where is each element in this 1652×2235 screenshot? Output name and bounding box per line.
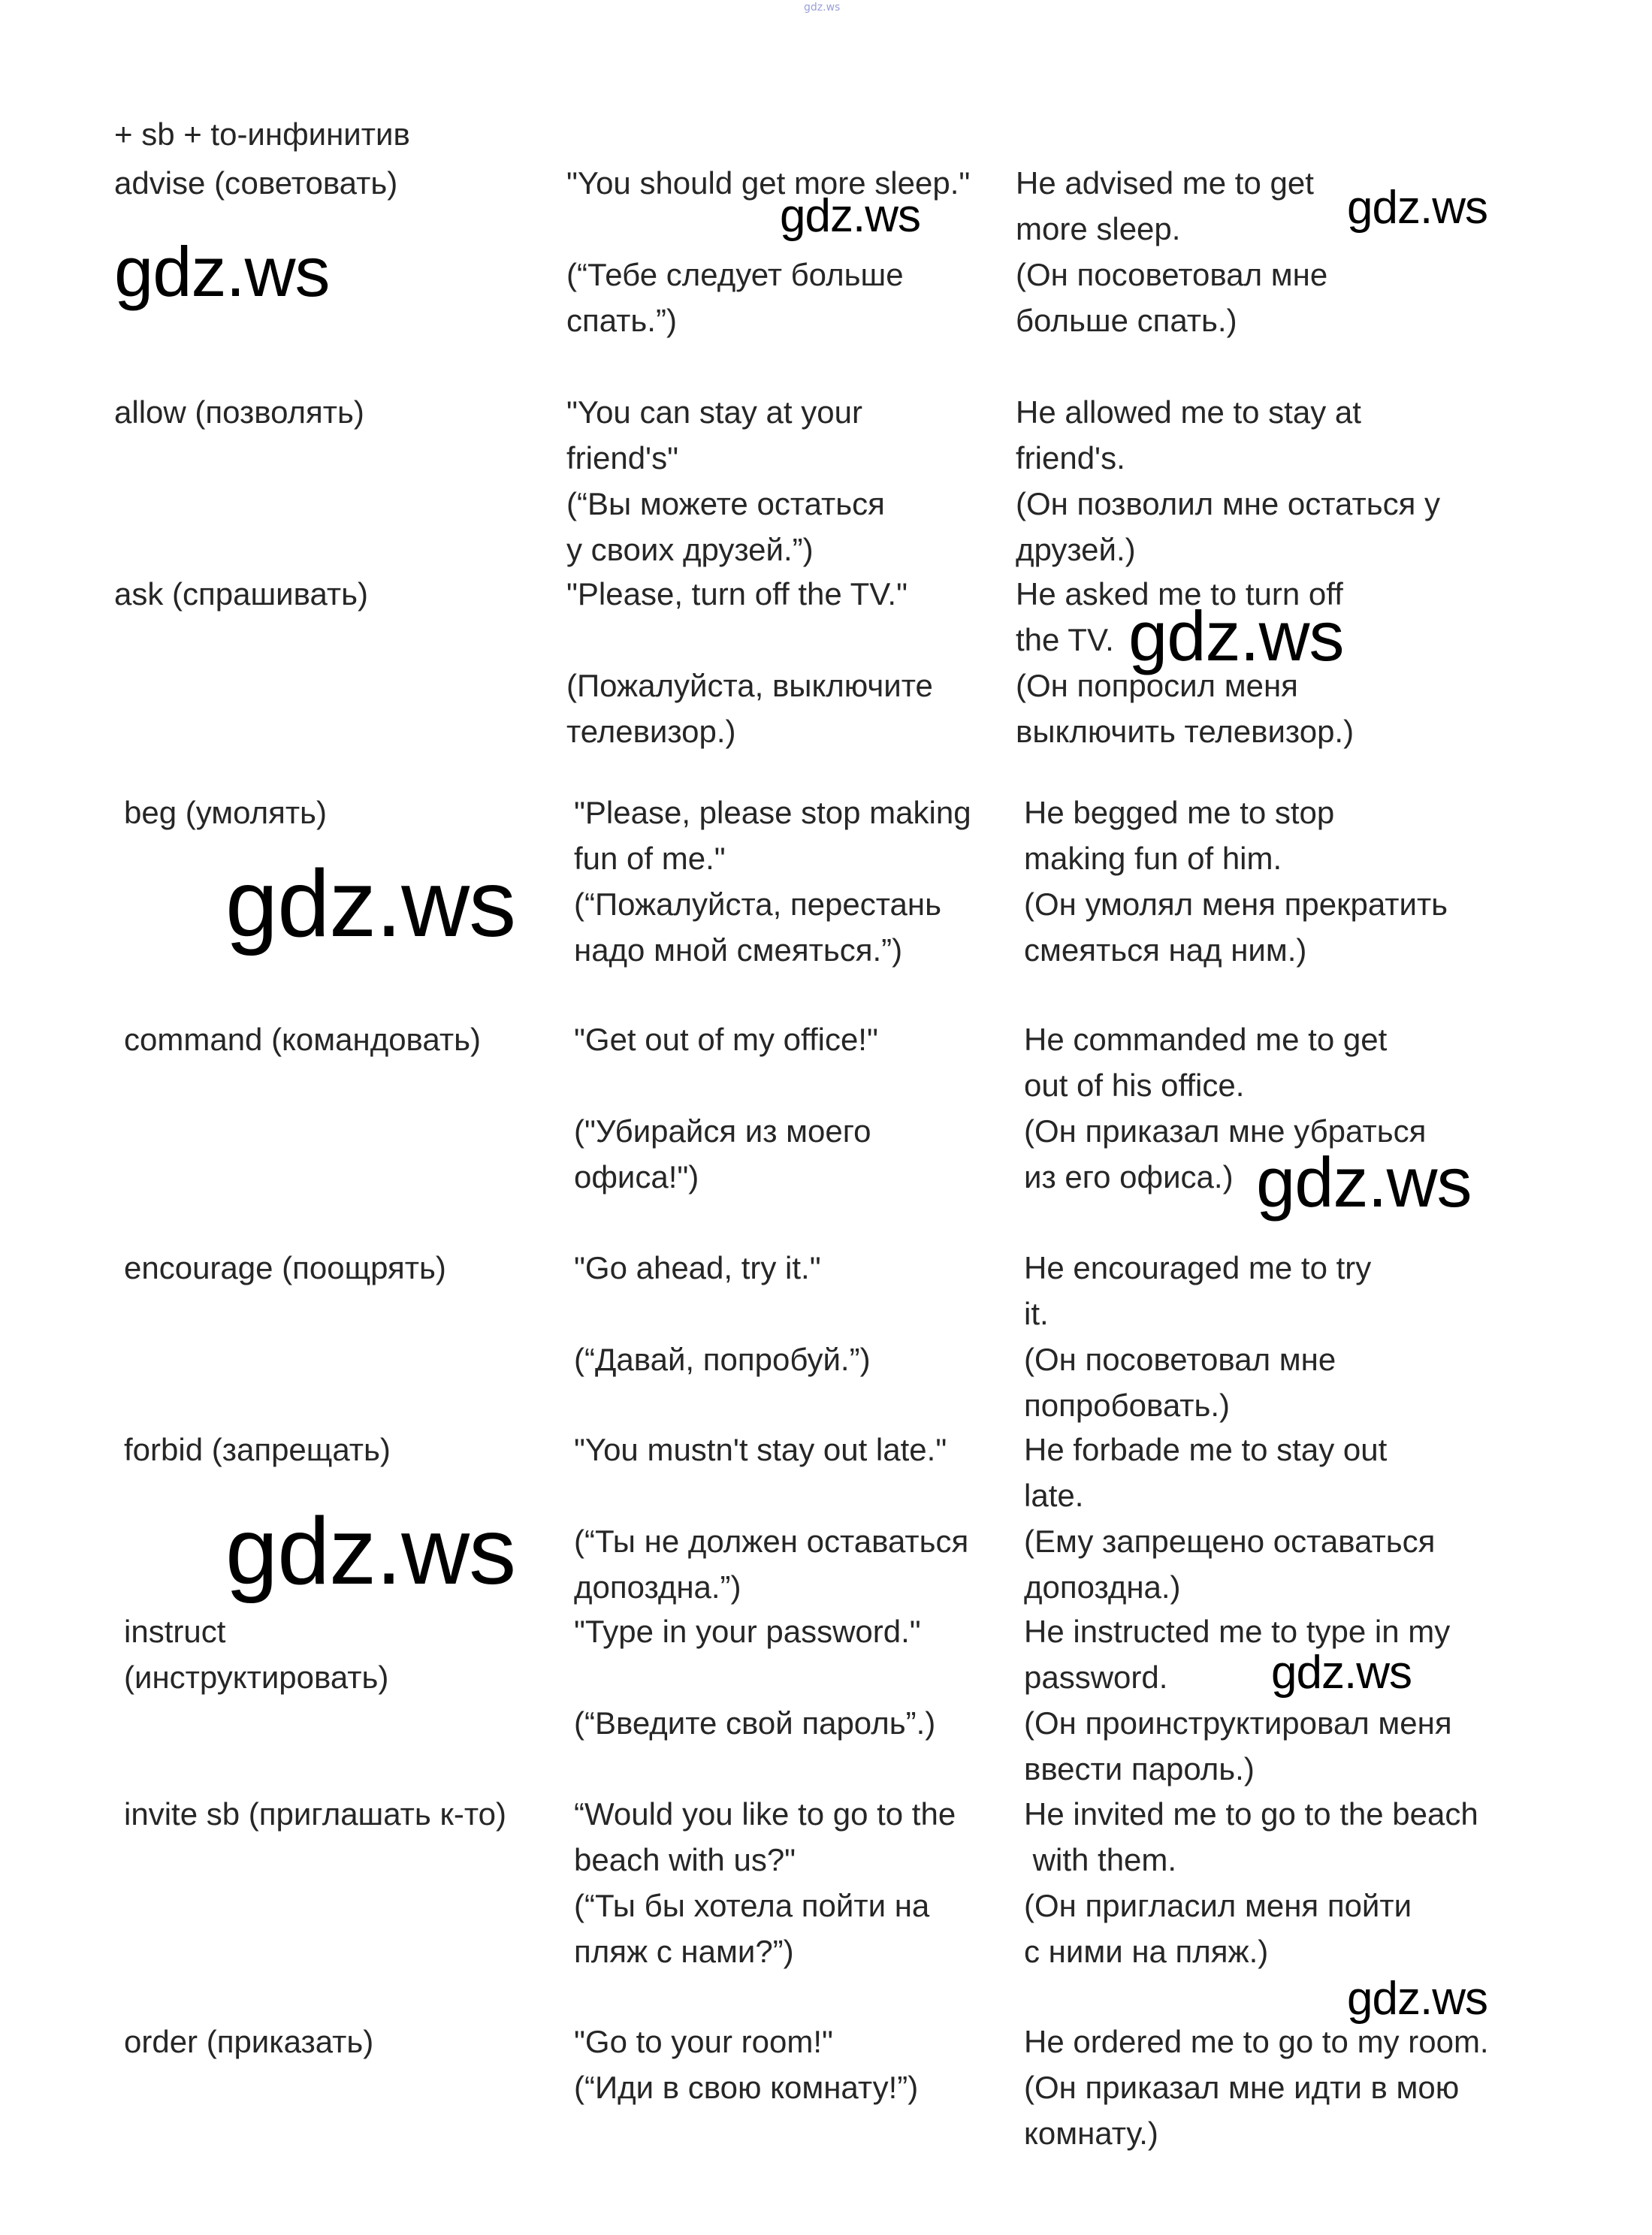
direct-speech-cell bbox=[566, 160, 970, 343]
reported-speech-line: out of his office. bbox=[1024, 1068, 1245, 1103]
direct-speech-line: "Go ahead, try it." bbox=[574, 1250, 821, 1285]
direct-speech-line: (“Ты не должен оставаться bbox=[574, 1524, 969, 1559]
reported-speech-line: допоздна.) bbox=[1024, 1569, 1181, 1605]
direct-speech-line: beach with us?" bbox=[574, 1842, 796, 1877]
reported-speech-cell bbox=[1016, 160, 1327, 343]
reported-speech-line: with them. bbox=[1024, 1842, 1177, 1877]
reported-speech-line: friend's. bbox=[1016, 440, 1125, 476]
watermark: gdz.ws bbox=[114, 232, 330, 311]
verb-line: instruct bbox=[124, 1614, 226, 1649]
verb-cell bbox=[114, 160, 397, 206]
reported-speech-line: it. bbox=[1024, 1296, 1049, 1331]
reported-speech-line: He invited me to go to the beach bbox=[1024, 1796, 1478, 1832]
watermark: gdz.ws bbox=[1271, 1647, 1412, 1699]
top-watermark: gdz.ws bbox=[804, 2, 841, 14]
watermark: gdz.ws bbox=[1128, 597, 1344, 675]
direct-speech-line: ("Убирайся из моего bbox=[574, 1113, 871, 1149]
reported-speech-line: смеяться над ним.) bbox=[1024, 932, 1307, 968]
verb-line: beg (умолять) bbox=[124, 795, 327, 830]
verb-cell bbox=[124, 1608, 388, 1700]
reported-speech-line: He begged me to stop bbox=[1024, 795, 1335, 830]
reported-speech-line: (Он приказал мне убраться bbox=[1024, 1113, 1427, 1149]
reported-speech-cell bbox=[1024, 2019, 1489, 2156]
reported-speech-cell bbox=[1024, 1245, 1371, 1428]
reported-speech-line: больше спать.) bbox=[1016, 303, 1237, 338]
reported-speech-cell bbox=[1024, 1427, 1435, 1610]
direct-speech-cell bbox=[574, 1016, 878, 1200]
direct-speech-line: "You can stay at your bbox=[566, 394, 862, 430]
direct-speech-line: friend's" bbox=[566, 440, 678, 476]
reported-speech-cell bbox=[1024, 1608, 1452, 1792]
direct-speech-line: "You mustn't stay out late." bbox=[574, 1432, 947, 1467]
verb-line: advise (советовать) bbox=[114, 165, 398, 201]
reported-speech-line: выключить телевизор.) bbox=[1016, 714, 1355, 749]
reported-speech-cell bbox=[1024, 790, 1448, 973]
watermark: gdz.ws bbox=[225, 850, 516, 956]
verb-cell bbox=[124, 1245, 446, 1291]
verb-line: forbid (запрещать) bbox=[124, 1432, 391, 1467]
direct-speech-line: (“Ты бы хотела пойти на bbox=[574, 1888, 930, 1923]
reported-speech-line: He encouraged me to try bbox=[1024, 1250, 1372, 1285]
direct-speech-line: телевизор.) bbox=[566, 714, 736, 749]
direct-speech-line: (“Тебе следует больше bbox=[566, 257, 904, 292]
reported-speech-line: He forbade me to stay out bbox=[1024, 1432, 1388, 1467]
reported-speech-line: (Ему запрещено оставаться bbox=[1024, 1524, 1436, 1559]
verb-line: ask (спрашивать) bbox=[114, 576, 369, 612]
direct-speech-line: допоздна.”) bbox=[574, 1569, 741, 1605]
direct-speech-line: "Please, turn off the TV." bbox=[566, 576, 908, 612]
reported-speech-line: He asked me to turn off bbox=[1016, 576, 1343, 612]
direct-speech-cell bbox=[574, 1245, 871, 1382]
verb-line: order (приказать) bbox=[124, 2024, 374, 2059]
direct-speech-line: спать.”) bbox=[566, 303, 677, 338]
direct-speech-line: (“Давай, попробуй.”) bbox=[574, 1342, 871, 1377]
reported-speech-line: (Он проинструктировал меня bbox=[1024, 1705, 1452, 1741]
watermark: gdz.ws bbox=[225, 1498, 516, 1604]
direct-speech-line: "Type in your password." bbox=[574, 1614, 921, 1649]
verb-cell bbox=[124, 790, 327, 835]
reported-speech-line: (Он попросил меня bbox=[1016, 668, 1298, 703]
verb-line: encourage (поощрять) bbox=[124, 1250, 446, 1285]
direct-speech-line: надо мной смеяться.”) bbox=[574, 932, 903, 968]
direct-speech-cell bbox=[574, 790, 971, 973]
reported-speech-line: друзей.) bbox=[1016, 532, 1136, 567]
verb-cell bbox=[124, 1791, 506, 1837]
reported-speech-line: (Он умолял меня прекратить bbox=[1024, 886, 1448, 922]
verb-cell bbox=[114, 571, 368, 617]
reported-speech-cell bbox=[1024, 1791, 1478, 1974]
direct-speech-line: у своих друзей.”) bbox=[566, 532, 814, 567]
reported-speech-line: (Он позволил мне остаться у bbox=[1016, 486, 1441, 521]
verb-line: invite sb (приглашать к-то) bbox=[124, 1796, 506, 1832]
reported-speech-line: more sleep. bbox=[1016, 211, 1181, 246]
watermark: gdz.ws bbox=[1347, 182, 1487, 234]
reported-speech-line: (Он пригласил меня пойти bbox=[1024, 1888, 1412, 1923]
direct-speech-line: (“Пожалуйста, перестань bbox=[574, 886, 941, 922]
direct-speech-line: “Would you like to go to the bbox=[574, 1796, 956, 1832]
watermark: gdz.ws bbox=[1256, 1143, 1472, 1222]
direct-speech-cell bbox=[574, 1791, 956, 1974]
direct-speech-line: (Пожалуйста, выключите bbox=[566, 668, 933, 703]
reported-speech-line: (Он приказал мне идти в мою bbox=[1024, 2070, 1460, 2105]
reported-speech-line: He ordered me to go to my room. bbox=[1024, 2024, 1489, 2059]
direct-speech-line: "Please, please stop making bbox=[574, 795, 971, 830]
verb-line: allow (позволять) bbox=[114, 394, 364, 430]
verb-cell bbox=[114, 389, 364, 435]
reported-speech-line: late. bbox=[1024, 1478, 1084, 1513]
direct-speech-cell bbox=[566, 389, 885, 572]
direct-speech-line: (“Введите свой пароль”.) bbox=[574, 1705, 936, 1741]
reported-speech-line: из его офиса.) bbox=[1024, 1159, 1234, 1195]
reported-speech-line: He instructed me to type in my bbox=[1024, 1614, 1451, 1649]
reported-speech-line: (Он посоветовал мне bbox=[1024, 1342, 1336, 1377]
direct-speech-cell bbox=[566, 571, 933, 754]
reported-speech-cell bbox=[1016, 389, 1440, 572]
reported-speech-line: с ними на пляж.) bbox=[1024, 1934, 1269, 1969]
direct-speech-cell bbox=[574, 1608, 935, 1746]
verb-cell bbox=[124, 2019, 373, 2064]
direct-speech-line: (“Вы можете остаться bbox=[566, 486, 885, 521]
verb-line: command (командовать) bbox=[124, 1022, 481, 1057]
direct-speech-line: fun of me." bbox=[574, 841, 726, 876]
direct-speech-line: (“Иди в свою комнату!”) bbox=[574, 2070, 919, 2105]
direct-speech-line: пляж с нами?”) bbox=[574, 1934, 794, 1969]
reported-speech-line: the TV. bbox=[1016, 622, 1114, 657]
section-heading: + sb + to-инфинитив bbox=[114, 116, 410, 152]
reported-speech-line: комнату.) bbox=[1024, 2116, 1158, 2151]
watermark: gdz.ws bbox=[1347, 1973, 1487, 2025]
direct-speech-cell bbox=[574, 2019, 918, 2110]
direct-speech-line: "Go to your room!" bbox=[574, 2024, 833, 2059]
verb-cell bbox=[124, 1016, 481, 1062]
direct-speech-line: "Get out of my office!" bbox=[574, 1022, 878, 1057]
verb-line: (инструктировать) bbox=[124, 1660, 389, 1695]
reported-speech-line: ввести пароль.) bbox=[1024, 1751, 1255, 1786]
verb-cell bbox=[124, 1427, 391, 1472]
direct-speech-cell bbox=[574, 1427, 968, 1610]
reported-speech-line: He commanded me to get bbox=[1024, 1022, 1388, 1057]
direct-speech-line: "You should get more sleep." bbox=[566, 165, 971, 201]
watermark: gdz.ws bbox=[780, 190, 920, 242]
reported-speech-line: (Он посоветовал мне bbox=[1016, 257, 1328, 292]
reported-speech-line: making fun of him. bbox=[1024, 841, 1282, 876]
direct-speech-line: офиса!") bbox=[574, 1159, 699, 1195]
reported-speech-line: He advised me to get bbox=[1016, 165, 1314, 201]
reported-speech-line: попробовать.) bbox=[1024, 1388, 1231, 1423]
reported-speech-line: He allowed me to stay at bbox=[1016, 394, 1361, 430]
reported-speech-line: password. bbox=[1024, 1660, 1168, 1695]
